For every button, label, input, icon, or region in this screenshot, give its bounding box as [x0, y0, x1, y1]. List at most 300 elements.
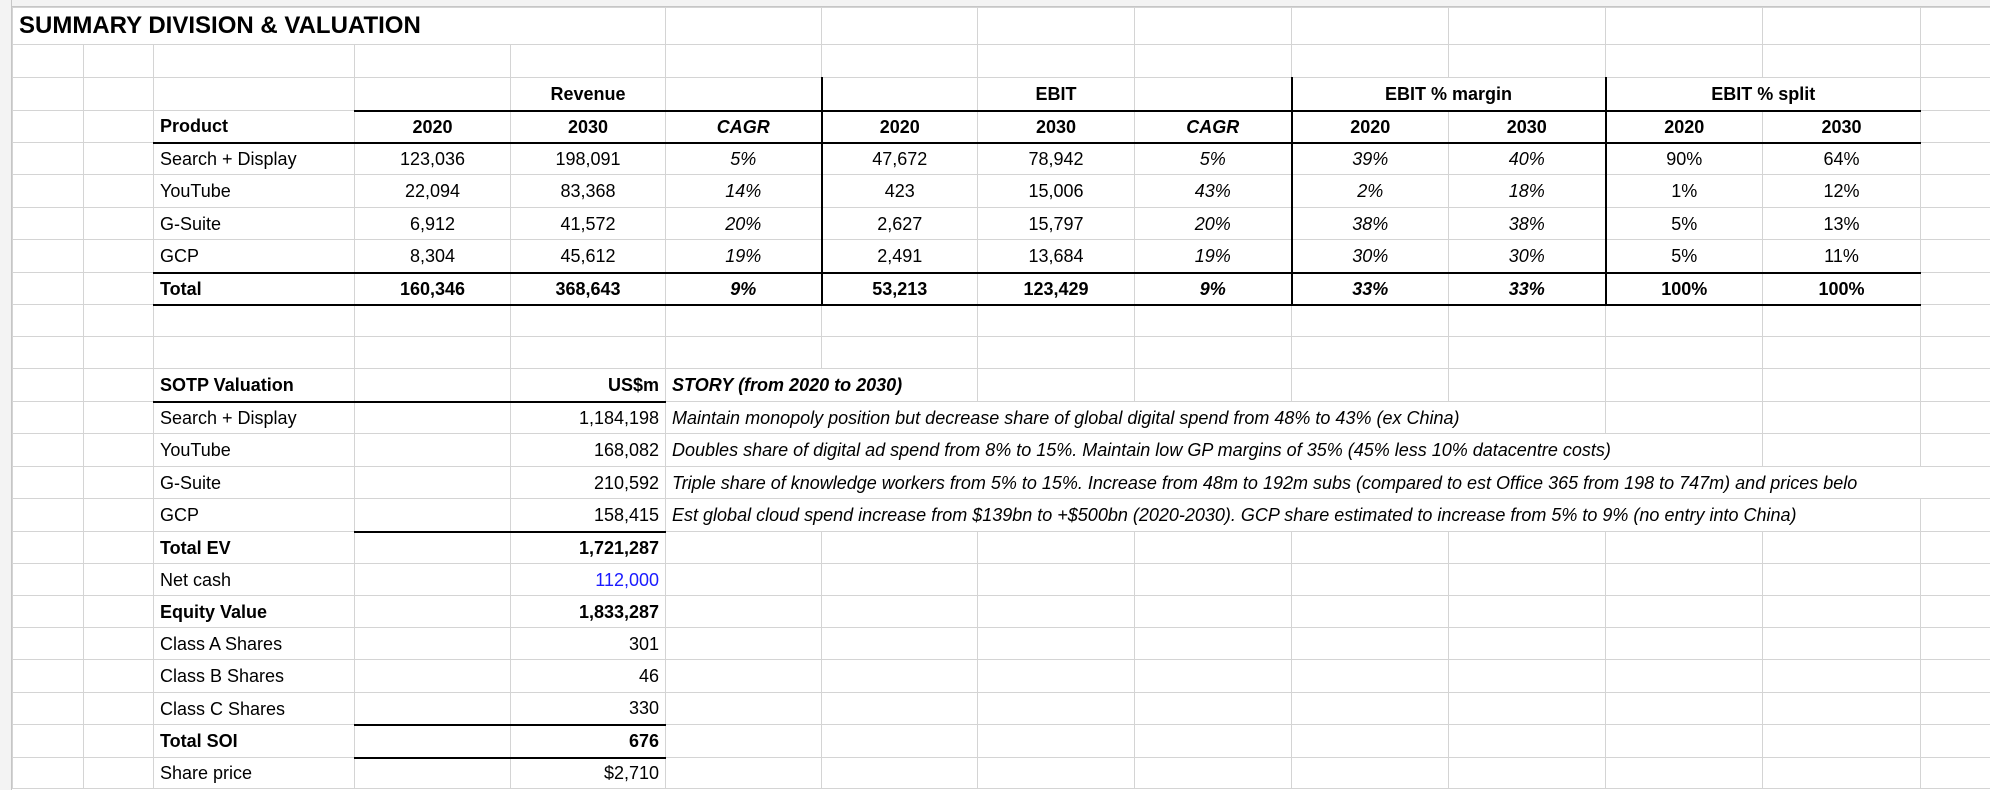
- table-cell[interactable]: 2%: [1292, 175, 1449, 208]
- empty-cell[interactable]: [154, 305, 355, 337]
- table-cell[interactable]: 33%: [1292, 273, 1449, 305]
- empty-cell[interactable]: [84, 78, 154, 111]
- sotp-item-label[interactable]: Search + Display: [154, 402, 355, 434]
- empty-cell[interactable]: [1449, 337, 1606, 369]
- empty-cell[interactable]: [13, 240, 84, 273]
- sotp-summary-label[interactable]: Net cash: [154, 564, 355, 596]
- empty-cell[interactable]: [355, 45, 511, 78]
- empty-cell[interactable]: [13, 45, 84, 78]
- product-name[interactable]: G-Suite: [154, 208, 355, 240]
- empty-cell[interactable]: [666, 693, 822, 725]
- sotp-summary-label[interactable]: Share price: [154, 758, 355, 789]
- empty-cell[interactable]: [1921, 305, 1990, 337]
- table-cell[interactable]: 41,572: [511, 208, 666, 240]
- empty-cell[interactable]: [1921, 499, 1990, 532]
- empty-cell[interactable]: [154, 337, 355, 369]
- empty-cell[interactable]: [355, 402, 511, 434]
- empty-cell[interactable]: [1763, 434, 1921, 467]
- empty-cell[interactable]: [84, 693, 154, 725]
- empty-cell[interactable]: [84, 337, 154, 369]
- empty-cell[interactable]: [1449, 45, 1606, 78]
- empty-cell[interactable]: [822, 305, 978, 337]
- empty-cell[interactable]: [822, 758, 978, 789]
- empty-cell[interactable]: [978, 8, 1135, 45]
- empty-cell[interactable]: [1449, 693, 1606, 725]
- empty-cell[interactable]: [822, 564, 978, 596]
- empty-cell[interactable]: [13, 467, 84, 499]
- empty-cell[interactable]: [13, 725, 84, 758]
- table-cell[interactable]: 198,091: [511, 143, 666, 175]
- table-cell[interactable]: 78,942: [978, 143, 1135, 175]
- sotp-summary-label[interactable]: Class B Shares: [154, 660, 355, 693]
- empty-cell[interactable]: [1135, 8, 1292, 45]
- empty-cell[interactable]: [355, 499, 511, 532]
- table-cell[interactable]: 368,643: [511, 273, 666, 305]
- empty-cell[interactable]: [978, 596, 1135, 628]
- product-name[interactable]: YouTube: [154, 175, 355, 208]
- empty-cell[interactable]: [978, 337, 1135, 369]
- sotp-item-value[interactable]: 158,415: [511, 499, 666, 532]
- empty-cell[interactable]: [13, 337, 84, 369]
- empty-cell[interactable]: [355, 596, 511, 628]
- empty-cell[interactable]: [666, 532, 822, 564]
- empty-cell[interactable]: [13, 143, 84, 175]
- empty-cell[interactable]: [1606, 596, 1763, 628]
- empty-cell[interactable]: [1763, 369, 1921, 402]
- empty-cell[interactable]: [84, 467, 154, 499]
- table-cell[interactable]: 38%: [1292, 208, 1449, 240]
- empty-cell[interactable]: [13, 111, 84, 143]
- table-cell[interactable]: 19%: [666, 240, 822, 273]
- empty-cell[interactable]: [1449, 532, 1606, 564]
- empty-cell[interactable]: [355, 628, 511, 660]
- empty-cell[interactable]: [1135, 305, 1292, 337]
- empty-cell[interactable]: [1606, 693, 1763, 725]
- sotp-unit-header[interactable]: US$m: [511, 369, 666, 402]
- empty-cell[interactable]: [154, 45, 355, 78]
- group-header-ebit-margin[interactable]: EBIT % margin: [1292, 78, 1606, 111]
- empty-cell[interactable]: [978, 725, 1135, 758]
- empty-cell[interactable]: [84, 369, 154, 402]
- column-header[interactable]: 2030: [978, 111, 1135, 143]
- empty-cell[interactable]: [511, 337, 666, 369]
- table-cell[interactable]: 13%: [1763, 208, 1921, 240]
- table-cell[interactable]: 14%: [666, 175, 822, 208]
- empty-cell[interactable]: [84, 628, 154, 660]
- column-header[interactable]: 2020: [822, 111, 978, 143]
- empty-cell[interactable]: [13, 305, 84, 337]
- sotp-item-value[interactable]: 210,592: [511, 467, 666, 499]
- empty-cell[interactable]: [1921, 532, 1990, 564]
- empty-cell[interactable]: [1292, 45, 1449, 78]
- empty-cell[interactable]: [822, 337, 978, 369]
- empty-cell[interactable]: [1921, 143, 1990, 175]
- empty-cell[interactable]: [84, 596, 154, 628]
- table-cell[interactable]: 100%: [1763, 273, 1921, 305]
- empty-cell[interactable]: [1135, 693, 1292, 725]
- empty-cell[interactable]: [1763, 337, 1921, 369]
- empty-cell[interactable]: [1135, 725, 1292, 758]
- empty-cell[interactable]: [1763, 45, 1921, 78]
- empty-cell[interactable]: [1606, 725, 1763, 758]
- empty-cell[interactable]: [84, 273, 154, 305]
- empty-cell[interactable]: [666, 337, 822, 369]
- table-cell[interactable]: 5%: [1135, 143, 1292, 175]
- sotp-header[interactable]: SOTP Valuation: [154, 369, 355, 402]
- table-cell[interactable]: 20%: [666, 208, 822, 240]
- empty-cell[interactable]: [84, 564, 154, 596]
- empty-cell[interactable]: [1606, 660, 1763, 693]
- empty-cell[interactable]: [1763, 758, 1921, 789]
- empty-cell[interactable]: [822, 628, 978, 660]
- empty-cell[interactable]: [1292, 305, 1449, 337]
- empty-cell[interactable]: [1921, 369, 1990, 402]
- table-cell[interactable]: 22,094: [355, 175, 511, 208]
- sotp-summary-label[interactable]: Class C Shares: [154, 693, 355, 725]
- column-header[interactable]: CAGR: [666, 111, 822, 143]
- empty-cell[interactable]: [1606, 8, 1763, 45]
- column-header[interactable]: 2030: [1449, 111, 1606, 143]
- sotp-item-story[interactable]: Maintain monopoly position but decrease share of global digital spend from 48% to 43% (ex China): [666, 402, 1606, 434]
- empty-cell[interactable]: [1292, 628, 1449, 660]
- empty-cell[interactable]: [1921, 337, 1990, 369]
- empty-cell[interactable]: [511, 45, 666, 78]
- empty-cell[interactable]: [1135, 758, 1292, 789]
- empty-cell[interactable]: [13, 369, 84, 402]
- empty-cell[interactable]: [355, 467, 511, 499]
- sotp-item-value[interactable]: 168,082: [511, 434, 666, 467]
- empty-cell[interactable]: [666, 564, 822, 596]
- empty-cell[interactable]: [1135, 596, 1292, 628]
- empty-cell[interactable]: [1135, 532, 1292, 564]
- empty-cell[interactable]: [1135, 45, 1292, 78]
- empty-cell[interactable]: [1606, 758, 1763, 789]
- empty-cell[interactable]: [1135, 337, 1292, 369]
- empty-cell[interactable]: [1606, 45, 1763, 78]
- empty-cell[interactable]: [1292, 8, 1449, 45]
- empty-cell[interactable]: [13, 78, 84, 111]
- column-header[interactable]: Product: [154, 111, 355, 143]
- empty-cell[interactable]: [666, 758, 822, 789]
- table-cell[interactable]: 38%: [1449, 208, 1606, 240]
- sotp-item-story[interactable]: Doubles share of digital ad spend from 8% to 15%. Maintain low GP margins of 35% (45% less 10% datacentre costs): [666, 434, 1763, 467]
- table-cell[interactable]: 6,912: [355, 208, 511, 240]
- empty-cell[interactable]: [1135, 369, 1292, 402]
- empty-cell[interactable]: [1763, 532, 1921, 564]
- product-name[interactable]: Total: [154, 273, 355, 305]
- empty-cell[interactable]: [1763, 628, 1921, 660]
- empty-cell[interactable]: [355, 369, 511, 402]
- empty-cell[interactable]: [1921, 45, 1990, 78]
- empty-cell[interactable]: [355, 78, 511, 111]
- empty-cell[interactable]: [1606, 628, 1763, 660]
- empty-cell[interactable]: [978, 564, 1135, 596]
- empty-cell[interactable]: [1606, 369, 1763, 402]
- empty-cell[interactable]: [822, 45, 978, 78]
- empty-cell[interactable]: [13, 693, 84, 725]
- empty-cell[interactable]: [355, 532, 511, 564]
- sotp-item-label[interactable]: G-Suite: [154, 467, 355, 499]
- empty-cell[interactable]: [666, 596, 822, 628]
- empty-cell[interactable]: [13, 208, 84, 240]
- table-cell[interactable]: 1%: [1606, 175, 1763, 208]
- sotp-summary-label[interactable]: Total SOI: [154, 725, 355, 758]
- empty-cell[interactable]: [1921, 693, 1990, 725]
- empty-cell[interactable]: [1606, 532, 1763, 564]
- empty-cell[interactable]: [1292, 337, 1449, 369]
- table-cell[interactable]: 39%: [1292, 143, 1449, 175]
- empty-cell[interactable]: [1135, 660, 1292, 693]
- sheet-title[interactable]: SUMMARY DIVISION & VALUATION: [13, 8, 666, 45]
- empty-cell[interactable]: [822, 660, 978, 693]
- column-header[interactable]: 2030: [1763, 111, 1921, 143]
- empty-cell[interactable]: [1292, 532, 1449, 564]
- empty-cell[interactable]: [666, 8, 822, 45]
- empty-cell[interactable]: [1449, 660, 1606, 693]
- empty-cell[interactable]: [84, 305, 154, 337]
- empty-cell[interactable]: [355, 758, 511, 789]
- table-cell[interactable]: 5%: [1606, 208, 1763, 240]
- empty-cell[interactable]: [1921, 660, 1990, 693]
- table-cell[interactable]: 40%: [1449, 143, 1606, 175]
- table-cell[interactable]: 5%: [666, 143, 822, 175]
- empty-cell[interactable]: [13, 596, 84, 628]
- empty-cell[interactable]: [666, 78, 822, 111]
- empty-cell[interactable]: [822, 725, 978, 758]
- empty-cell[interactable]: [13, 532, 84, 564]
- table-cell[interactable]: 64%: [1763, 143, 1921, 175]
- empty-cell[interactable]: [13, 273, 84, 305]
- empty-cell[interactable]: [84, 143, 154, 175]
- table-cell[interactable]: 123,429: [978, 273, 1135, 305]
- column-header[interactable]: 2020: [1606, 111, 1763, 143]
- empty-cell[interactable]: [511, 305, 666, 337]
- empty-cell[interactable]: [1449, 758, 1606, 789]
- empty-cell[interactable]: [1763, 564, 1921, 596]
- empty-cell[interactable]: [822, 596, 978, 628]
- empty-cell[interactable]: [1921, 434, 1990, 467]
- column-header[interactable]: 2020: [1292, 111, 1449, 143]
- sotp-item-label[interactable]: GCP: [154, 499, 355, 532]
- empty-cell[interactable]: [1292, 596, 1449, 628]
- empty-cell[interactable]: [1449, 369, 1606, 402]
- empty-cell[interactable]: [1763, 693, 1921, 725]
- empty-cell[interactable]: [13, 660, 84, 693]
- empty-cell[interactable]: [666, 305, 822, 337]
- empty-cell[interactable]: [822, 693, 978, 725]
- empty-cell[interactable]: [13, 434, 84, 467]
- empty-cell[interactable]: [84, 725, 154, 758]
- empty-cell[interactable]: [1292, 725, 1449, 758]
- empty-cell[interactable]: [1606, 305, 1763, 337]
- empty-cell[interactable]: [1606, 337, 1763, 369]
- empty-cell[interactable]: [84, 175, 154, 208]
- row-header-strip[interactable]: [0, 0, 12, 790]
- table-cell[interactable]: 90%: [1606, 143, 1763, 175]
- table-cell[interactable]: 2,491: [822, 240, 978, 273]
- column-header[interactable]: CAGR: [1135, 111, 1292, 143]
- empty-cell[interactable]: [84, 434, 154, 467]
- table-cell[interactable]: 30%: [1449, 240, 1606, 273]
- sotp-summary-label[interactable]: Total EV: [154, 532, 355, 564]
- empty-cell[interactable]: [1449, 628, 1606, 660]
- empty-cell[interactable]: [1135, 78, 1292, 111]
- empty-cell[interactable]: [13, 564, 84, 596]
- empty-cell[interactable]: [978, 532, 1135, 564]
- group-header-revenue[interactable]: Revenue: [511, 78, 666, 111]
- sotp-summary-value[interactable]: 112,000: [511, 564, 666, 596]
- empty-cell[interactable]: [978, 758, 1135, 789]
- sotp-summary-value[interactable]: 676: [511, 725, 666, 758]
- empty-cell[interactable]: [1921, 725, 1990, 758]
- empty-cell[interactable]: [666, 725, 822, 758]
- empty-cell[interactable]: [1606, 402, 1763, 434]
- empty-cell[interactable]: [1921, 596, 1990, 628]
- empty-cell[interactable]: [1921, 78, 1990, 111]
- table-cell[interactable]: 100%: [1606, 273, 1763, 305]
- group-header-ebit-split[interactable]: EBIT % split: [1606, 78, 1921, 111]
- empty-cell[interactable]: [154, 78, 355, 111]
- empty-cell[interactable]: [666, 660, 822, 693]
- empty-cell[interactable]: [84, 499, 154, 532]
- sotp-item-label[interactable]: YouTube: [154, 434, 355, 467]
- table-cell[interactable]: 30%: [1292, 240, 1449, 273]
- table-cell[interactable]: 19%: [1135, 240, 1292, 273]
- empty-cell[interactable]: [1763, 725, 1921, 758]
- empty-cell[interactable]: [1135, 564, 1292, 596]
- table-cell[interactable]: 423: [822, 175, 978, 208]
- empty-cell[interactable]: [1763, 305, 1921, 337]
- empty-cell[interactable]: [1763, 402, 1921, 434]
- empty-cell[interactable]: [1292, 693, 1449, 725]
- empty-cell[interactable]: [84, 111, 154, 143]
- table-cell[interactable]: 45,612: [511, 240, 666, 273]
- sotp-summary-value[interactable]: 1,833,287: [511, 596, 666, 628]
- table-cell[interactable]: 9%: [666, 273, 822, 305]
- empty-cell[interactable]: [1921, 208, 1990, 240]
- empty-cell[interactable]: [1921, 273, 1990, 305]
- empty-cell[interactable]: [1921, 758, 1990, 789]
- column-header-strip[interactable]: [0, 0, 1990, 7]
- empty-cell[interactable]: [1449, 8, 1606, 45]
- empty-cell[interactable]: [13, 758, 84, 789]
- table-cell[interactable]: 53,213: [822, 273, 978, 305]
- empty-cell[interactable]: [84, 208, 154, 240]
- empty-cell[interactable]: [355, 434, 511, 467]
- empty-cell[interactable]: [355, 564, 511, 596]
- empty-cell[interactable]: [1449, 305, 1606, 337]
- empty-cell[interactable]: [978, 45, 1135, 78]
- table-cell[interactable]: 43%: [1135, 175, 1292, 208]
- sotp-summary-value[interactable]: 301: [511, 628, 666, 660]
- sotp-summary-value[interactable]: $2,710: [511, 758, 666, 789]
- column-header[interactable]: 2030: [511, 111, 666, 143]
- empty-cell[interactable]: [13, 499, 84, 532]
- empty-cell[interactable]: [13, 402, 84, 434]
- empty-cell[interactable]: [1292, 369, 1449, 402]
- table-cell[interactable]: 15,797: [978, 208, 1135, 240]
- empty-cell[interactable]: [84, 758, 154, 789]
- table-cell[interactable]: 47,672: [822, 143, 978, 175]
- sotp-item-story[interactable]: Triple share of knowledge workers from 5% to 15%. Increase from 48m to 192m subs (compared to est Office 365 from 198 to 747m) and prices belo: [666, 467, 1990, 499]
- product-name[interactable]: GCP: [154, 240, 355, 273]
- sotp-item-value[interactable]: 1,184,198: [511, 402, 666, 434]
- empty-cell[interactable]: [355, 660, 511, 693]
- empty-cell[interactable]: [355, 305, 511, 337]
- sotp-item-story[interactable]: Est global cloud spend increase from $139bn to +$500bn (2020-2030). GCP share estimated to increase from 5% to 9% (no entry into China): [666, 499, 1921, 532]
- empty-cell[interactable]: [355, 725, 511, 758]
- empty-cell[interactable]: [1921, 240, 1990, 273]
- table-cell[interactable]: 13,684: [978, 240, 1135, 273]
- column-header[interactable]: 2020: [355, 111, 511, 143]
- table-cell[interactable]: 9%: [1135, 273, 1292, 305]
- empty-cell[interactable]: [1292, 564, 1449, 596]
- table-cell[interactable]: 33%: [1449, 273, 1606, 305]
- sotp-summary-value[interactable]: 46: [511, 660, 666, 693]
- empty-cell[interactable]: [978, 693, 1135, 725]
- empty-cell[interactable]: [1921, 628, 1990, 660]
- empty-cell[interactable]: [1449, 725, 1606, 758]
- empty-cell[interactable]: [1921, 564, 1990, 596]
- empty-cell[interactable]: [1292, 660, 1449, 693]
- empty-cell[interactable]: [355, 337, 511, 369]
- table-cell[interactable]: 20%: [1135, 208, 1292, 240]
- group-header-ebit[interactable]: EBIT: [978, 78, 1135, 111]
- empty-cell[interactable]: [822, 532, 978, 564]
- table-cell[interactable]: 18%: [1449, 175, 1606, 208]
- sotp-summary-value[interactable]: 1,721,287: [511, 532, 666, 564]
- empty-cell[interactable]: [1921, 402, 1990, 434]
- table-cell[interactable]: 8,304: [355, 240, 511, 273]
- empty-cell[interactable]: [84, 45, 154, 78]
- empty-cell[interactable]: [978, 628, 1135, 660]
- table-cell[interactable]: 2,627: [822, 208, 978, 240]
- empty-cell[interactable]: [1921, 111, 1990, 143]
- empty-cell[interactable]: [1606, 564, 1763, 596]
- story-header[interactable]: STORY (from 2020 to 2030): [666, 369, 978, 402]
- table-cell[interactable]: 123,036: [355, 143, 511, 175]
- product-name[interactable]: Search + Display: [154, 143, 355, 175]
- empty-cell[interactable]: [84, 660, 154, 693]
- empty-cell[interactable]: [978, 660, 1135, 693]
- sotp-summary-value[interactable]: 330: [511, 693, 666, 725]
- empty-cell[interactable]: [666, 45, 822, 78]
- empty-cell[interactable]: [13, 175, 84, 208]
- empty-cell[interactable]: [84, 402, 154, 434]
- empty-cell[interactable]: [84, 532, 154, 564]
- empty-cell[interactable]: [13, 628, 84, 660]
- table-cell[interactable]: 83,368: [511, 175, 666, 208]
- empty-cell[interactable]: [1763, 596, 1921, 628]
- empty-cell[interactable]: [978, 305, 1135, 337]
- table-cell[interactable]: 160,346: [355, 273, 511, 305]
- sotp-summary-label[interactable]: Equity Value: [154, 596, 355, 628]
- empty-cell[interactable]: [1921, 175, 1990, 208]
- table-cell[interactable]: 5%: [1606, 240, 1763, 273]
- empty-cell[interactable]: [355, 693, 511, 725]
- table-cell[interactable]: 11%: [1763, 240, 1921, 273]
- empty-cell[interactable]: [1763, 660, 1921, 693]
- empty-cell[interactable]: [822, 8, 978, 45]
- empty-cell[interactable]: [666, 628, 822, 660]
- empty-cell[interactable]: [822, 78, 978, 111]
- empty-cell[interactable]: [978, 369, 1135, 402]
- table-cell[interactable]: 12%: [1763, 175, 1921, 208]
- table-cell[interactable]: 15,006: [978, 175, 1135, 208]
- empty-cell[interactable]: [1449, 564, 1606, 596]
- empty-cell[interactable]: [1921, 8, 1990, 45]
- empty-cell[interactable]: [1763, 8, 1921, 45]
